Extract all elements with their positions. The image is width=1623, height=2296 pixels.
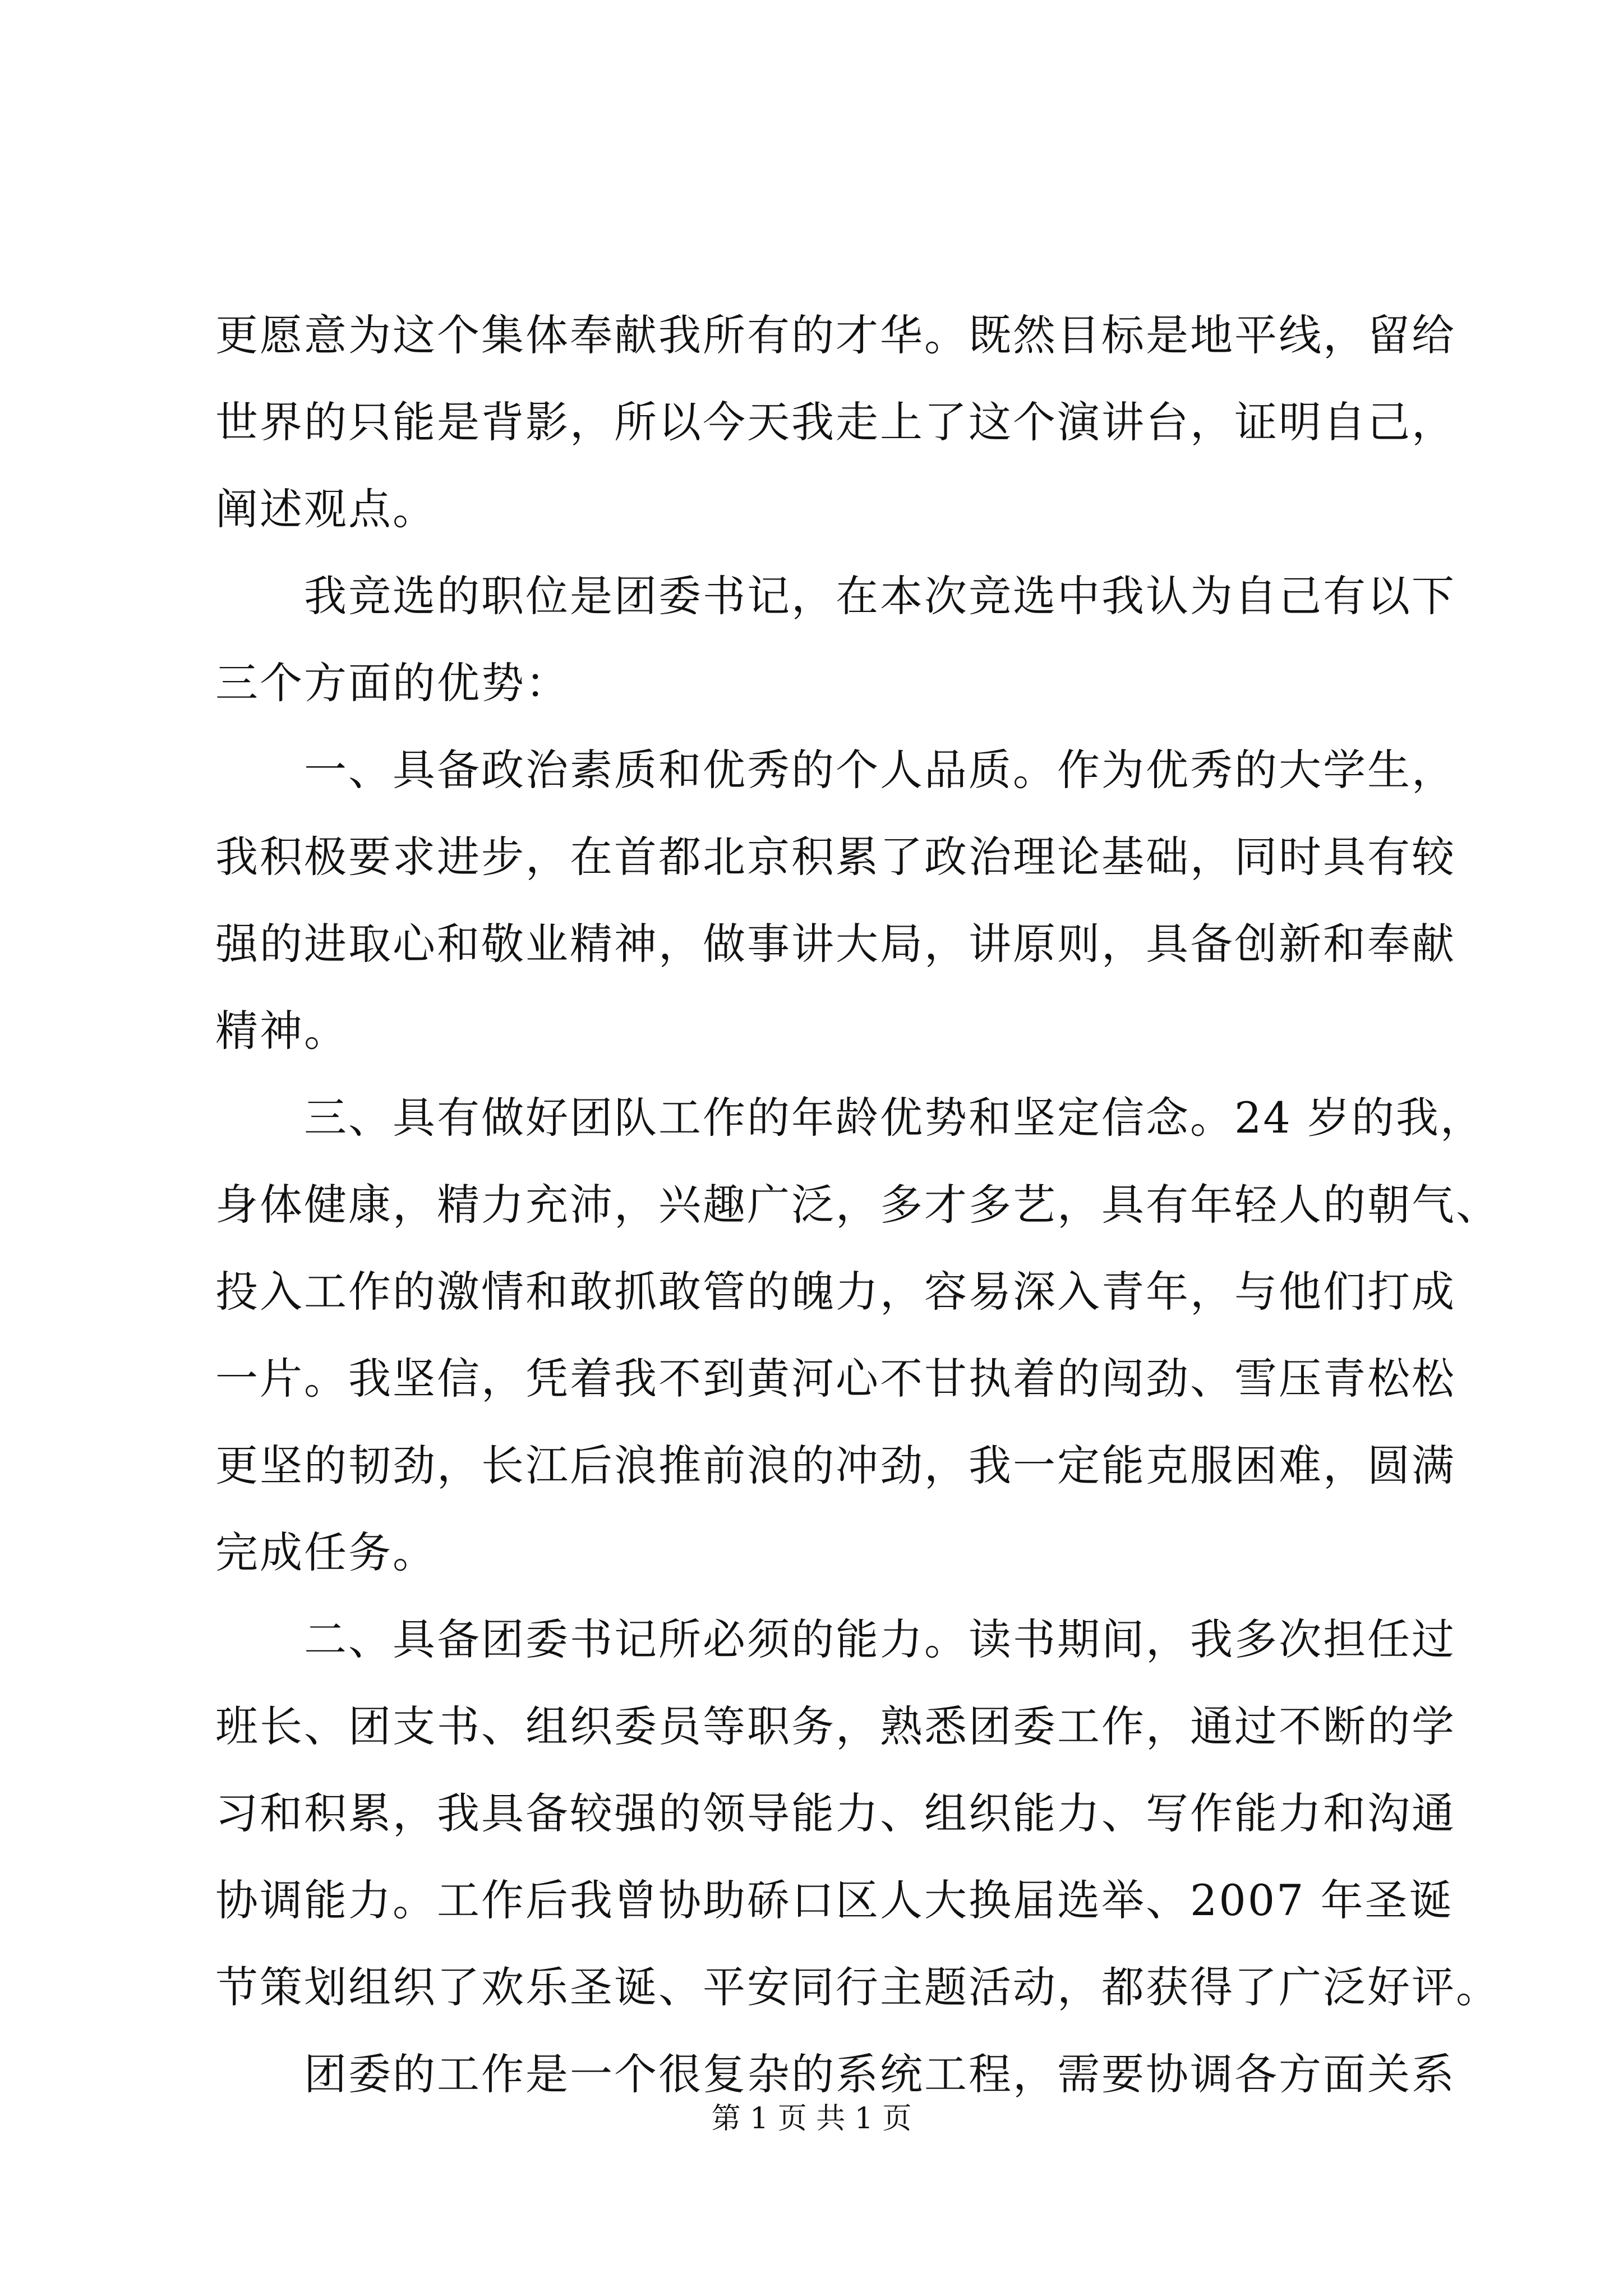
text-line: 习和积累，我具备较强的领导能力、组织能力、写作能力和沟通 xyxy=(215,1788,1456,1838)
text-line: 更坚的韧劲，长江后浪推前浪的冲劲，我一定能克服困难，圆满 xyxy=(215,1441,1456,1490)
text-line: 我积极要求进步，在首都北京积累了政治理论基础，同时具有较 xyxy=(215,832,1456,882)
body-text xyxy=(215,292,1500,2118)
text-line: 一片。我坚信，凭着我不到黄河心不甘执着的闯劲、雪压青松松 xyxy=(215,1354,1456,1404)
text-line: 身体健康，精力充沛，兴趣广泛，多才多艺，具有年轻人的朝气、 xyxy=(215,1180,1500,1230)
text-line: 更愿意为这个集体奉献我所有的才华。既然目标是地平线，留给 xyxy=(215,310,1456,360)
text-line: 班长、团支书、组织委员等职务，熟悉团委工作，通过不断的学 xyxy=(215,1701,1456,1751)
text-line: 完成任务。 xyxy=(215,1527,437,1577)
page-footer: 第 1 页 共 1 页 xyxy=(711,2102,912,2136)
text-line: 世界的只能是背影，所以今天我走上了这个演讲台，证明自己， xyxy=(215,397,1456,447)
text-line: 阐述观点。 xyxy=(215,484,437,534)
text-line: 投入工作的激情和敢抓敢管的魄力，容易深入青年，与他们打成 xyxy=(215,1267,1456,1317)
text-line: 精神。 xyxy=(215,1006,348,1056)
text-line: 三个方面的优势： xyxy=(215,658,570,708)
text-line: 强的进取心和敬业精神，做事讲大局，讲原则，具备创新和奉献 xyxy=(215,919,1456,969)
text-line: 节策划组织了欢乐圣诞、平安同行主题活动，都获得了广泛好评。 xyxy=(215,1962,1500,2012)
text-line: 协调能力。工作后我曾协助硚口区人大换届选举、2007 年圣诞 xyxy=(215,1875,1454,1925)
text-line: 二、具备团委书记所必须的能力。读书期间，我多次担任过 xyxy=(215,1614,1456,1664)
text-line: 我竞选的职位是团委书记，在本次竞选中我认为自己有以下 xyxy=(215,571,1456,621)
text-line: 团委的工作是一个很复杂的系统工程，需要协调各方面关系 xyxy=(215,2049,1456,2099)
text-line: 一、具备政治素质和优秀的个人品质。作为优秀的大学生， xyxy=(215,745,1456,795)
text-line: 三、具有做好团队工作的年龄优势和坚定信念。24 岁的我， xyxy=(215,1093,1484,1143)
